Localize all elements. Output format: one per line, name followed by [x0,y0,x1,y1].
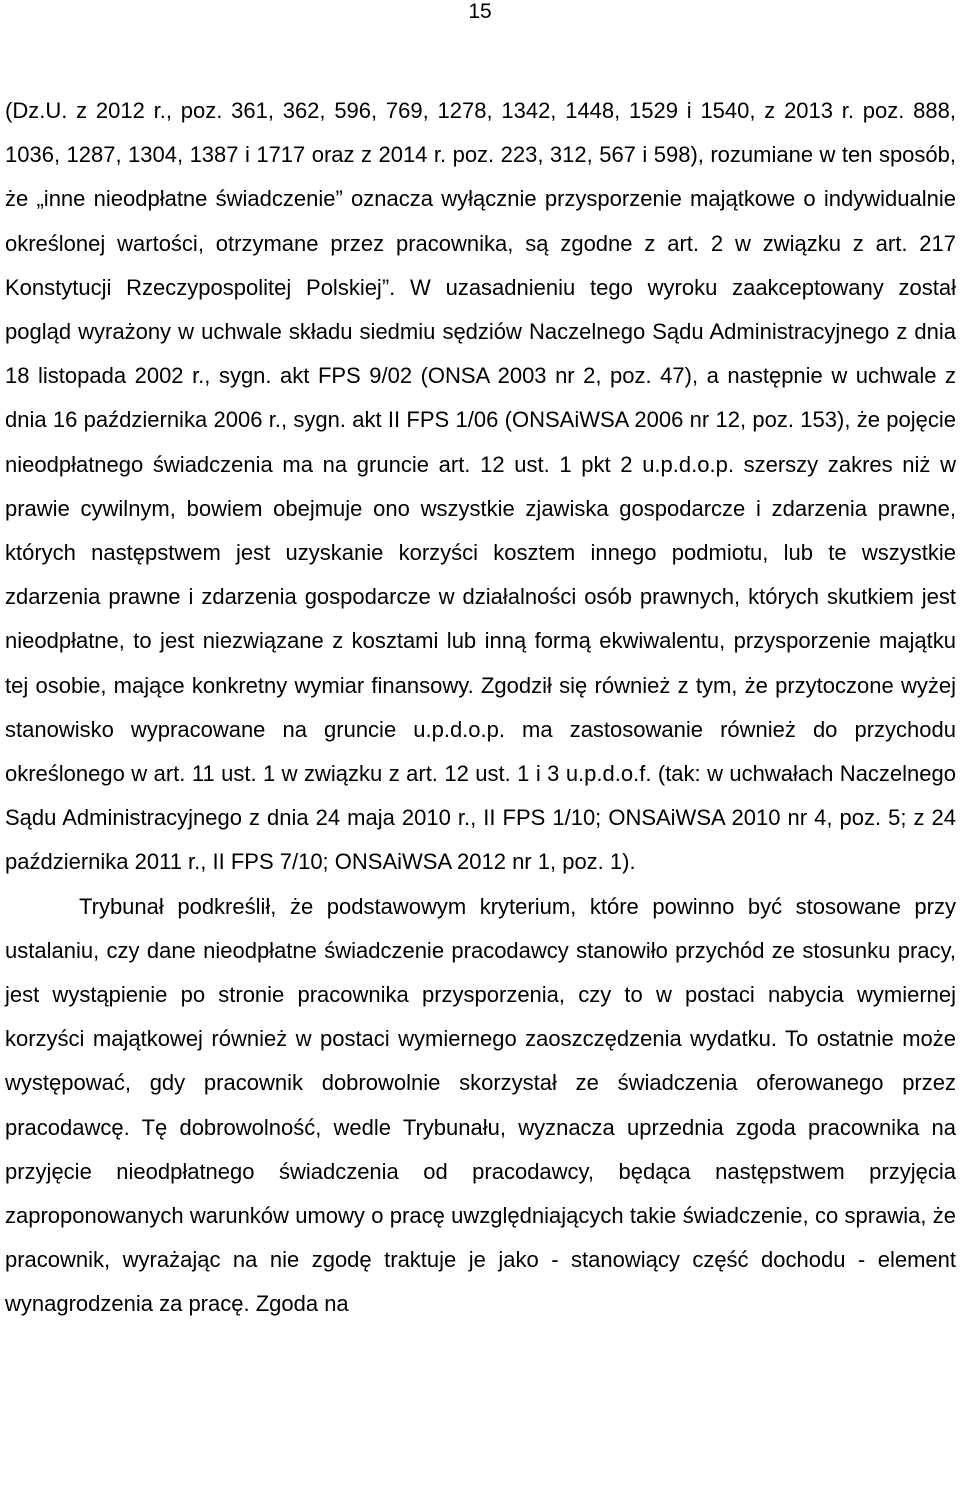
document-body [5,89,956,1327]
paragraph-2: Trybunał podkreślił, że podstawowym kryterium, które powinno być stosowane przy ustalaniu, czy dane nieodpłatne świadczenie pracodawcy stanowiło przychód ze stosunku pracy, jest wystąpienie po stronie pracownika przysporzenia, czy to w postaci nabycia wymiernej korzyści majątkowej również w postaci wymiernego zaoszczędzenia wydatku. To ostatnie może występować, gdy pracownik dobrowolnie skorzystał ze świadczenia oferowanego przez pracodawcę. Tę dobrowolność, wedle Trybunału, wyznacza uprzednia zgoda pracownika na przyjęcie nieodpłatnego świadczenia od pracodawcy, będąca następstwem przyjęcia zaproponowanych warunków umowy o pracę uwzględniających takie świadczenie, co sprawia, że pracownik, wyrażając na nie zgodę traktuje je jako - stanowiący część dochodu - element wynagrodzenia za pracę. Zgoda na [5,893,956,1317]
paragraph-1: (Dz.U. z 2012 r., poz. 361, 362, 596, 769, 1278, 1342, 1448, 1529 i 1540, z 2013 r. poz. 888, 1036, 1287, 1304, 1387 i 1717 oraz z 2014 r. poz. 223, 312, 567 i 598), rozumiane w ten sposób, że „inne nieodpłatne świadczenie” oznacza wyłącznie przysporzenie majątkowe o indywidualnie określonej wartości, otrzymane przez pracownika, są zgodne z art. 2 w związku z art. 217 Konstytucji Rzeczypospolitej Polskiej”. W uzasadnieniu tego wyroku zaakceptowany został pogląd wyrażony w uchwale składu siedmiu sędziów Naczelnego Sądu Administracyjnego z dnia 18 listopada 2002 r., sygn. akt FPS 9/02 (ONSA 2003 nr 2, poz. 47), a następnie w uchwale z dnia 16 października 2006 r., sygn. akt II FPS 1/06 (ONSAiWSA 2006 nr 12, poz. 153), że pojęcie nieodpłatnego świadczenia ma na gruncie art. 12 ust. 1 pkt 2 u.p.d.o.p. szerszy zakres niż w prawie cywilnym, bowiem obejmuje ono wszystkie zjawiska gospodarcze i zdarzenia prawne, których następstwem jest uzyskanie korzyści kosztem innego podmiotu, lub te wszystkie zdarzenia prawne i zdarzenia gospodarcze w działalności osób prawnych, których skutkiem jest nieodpłatne, to jest niezwiązane z kosztami lub inną formą ekwiwalentu, przysporzenie majątku tej osobie, mające konkretny wymiar finansowy. Zgodził się również z tym, że przytoczone wyżej stanowisko wypracowane na gruncie u.p.d.o.p. ma zastosowanie również do przychodu określonego w art. 11 ust. 1 w związku z art. 12 ust. 1 i 3 u.p.d.o.f. (tak: w uchwałach Naczelnego Sądu Administracyjnego z dnia 24 maja 2010 r., II FPS 1/10; ONSAiWSA 2010 nr 4, poz. 5; z 24 października 2011 r., II FPS 7/10; ONSAiWSA 2012 nr 1, poz. 1). [5,98,956,875]
page-number: 15 [468,0,492,23]
